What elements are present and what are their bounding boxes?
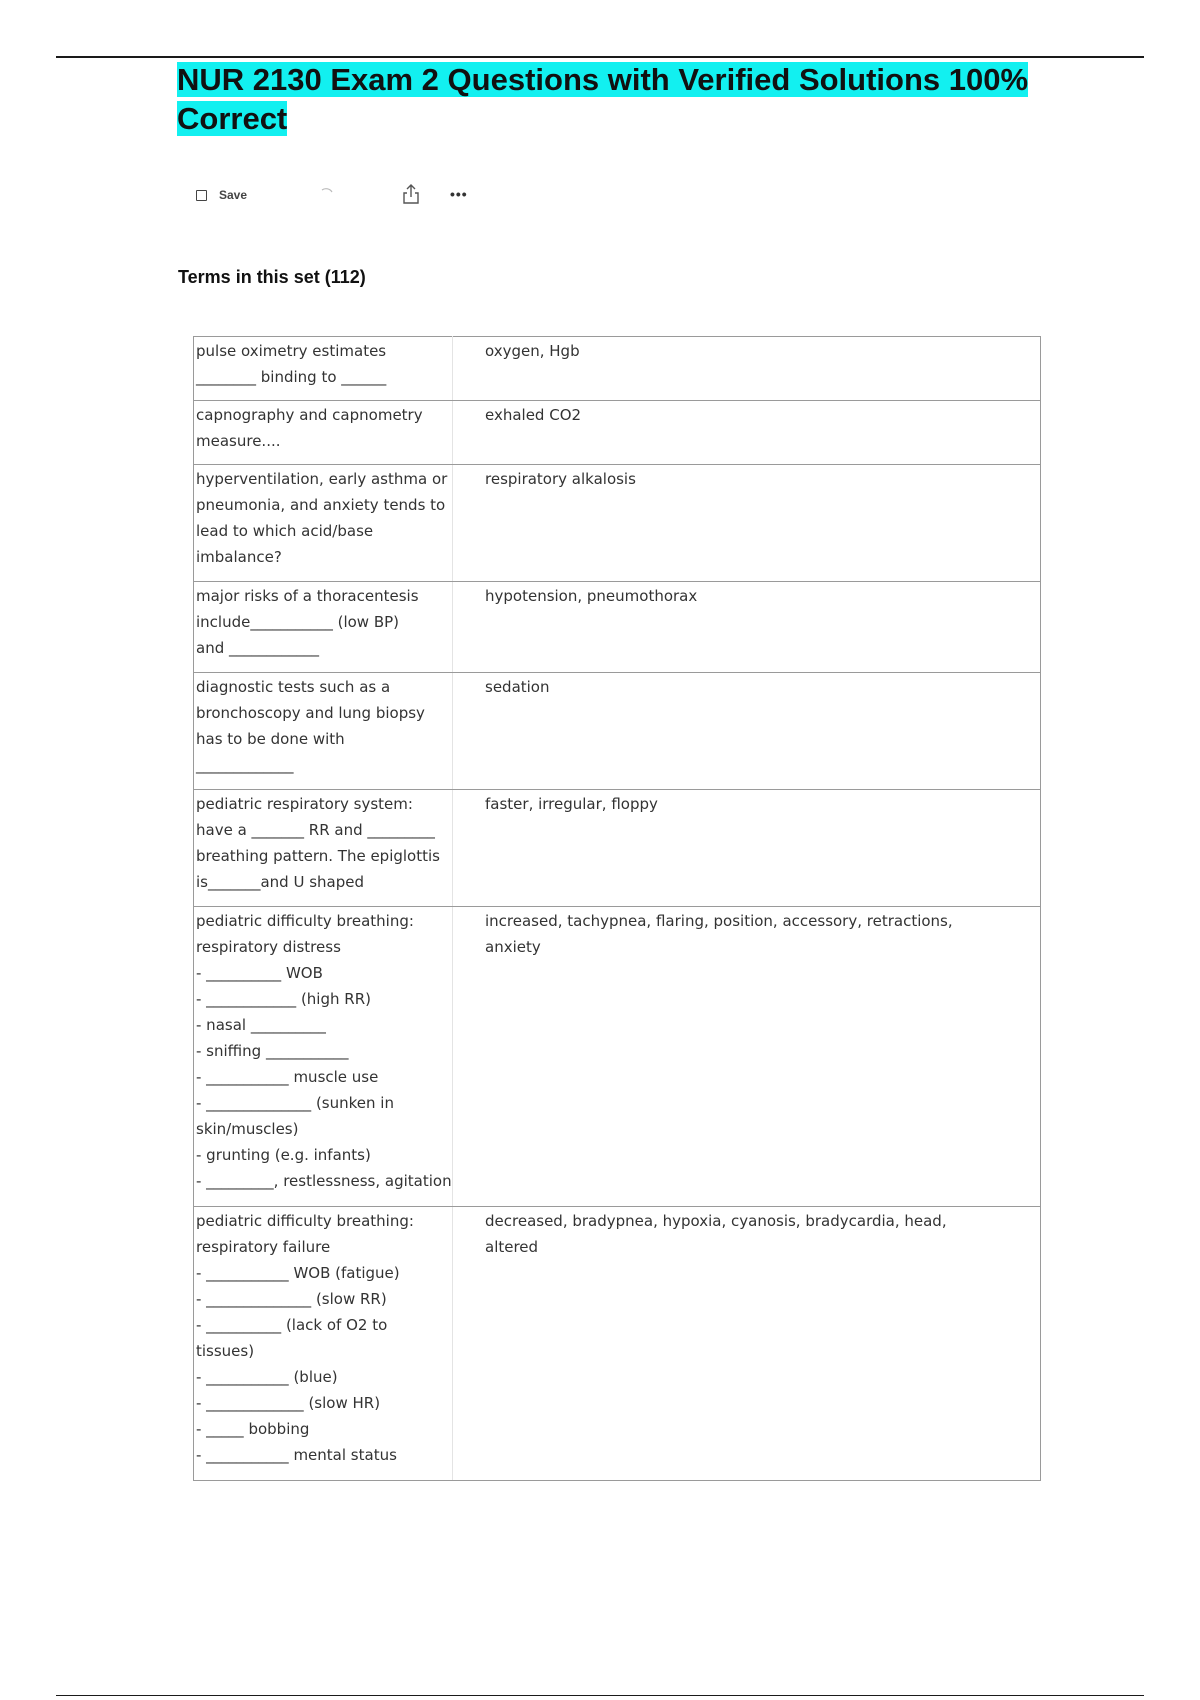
card-row (194, 582, 1041, 673)
terms-heading: Terms in this set (112) (178, 267, 366, 287)
more-icon[interactable]: ••• (450, 186, 468, 202)
save-button[interactable] (196, 188, 247, 202)
card-row (194, 401, 1041, 465)
card-definition: sedation (453, 673, 1041, 790)
page-title-line-1: NUR 2130 Exam 2 Questions with Verified Solutions 100% (177, 62, 1029, 97)
card-row (194, 337, 1041, 401)
card-row (194, 673, 1041, 790)
flashcard-table (193, 336, 1041, 1481)
bookmark-icon (196, 190, 207, 201)
card-term: pediatric respiratory system: have a _______ RR and _________ breathing pattern. The epiglottis is_______and U shaped (194, 790, 453, 907)
set-toolbar (196, 182, 468, 208)
card-definition: oxygen, Hgb (453, 337, 1041, 401)
card-definition (453, 907, 1041, 1207)
title-block (177, 60, 1077, 138)
card-row (194, 1207, 1041, 1481)
card-definition-text: decreased, bradypnea, hypoxia, cyanosis, bradycardia, head, altered (485, 1212, 947, 1256)
loading-spinner-icon (318, 186, 336, 204)
card-row (194, 907, 1041, 1207)
card-term: pulse oximetry estimates ________ binding to ______ (194, 337, 453, 401)
card-definition: respiratory alkalosis (453, 465, 1041, 582)
card-row (194, 465, 1041, 582)
bottom-rule (56, 1695, 1144, 1696)
card-definition-text: increased, tachypnea, flaring, position, accessory, retractions, anxiety (485, 912, 953, 956)
page-title-line-2: Correct (177, 101, 288, 136)
card-term: major risks of a thoracentesis include___________ (low BP) and ____________ (194, 582, 453, 673)
card-definition: hypotension, pneumothorax (453, 582, 1041, 673)
card-term: hyperventilation, early asthma or pneumonia, and anxiety tends to lead to which acid/base imbalance? (194, 465, 453, 582)
card-term: capnography and capnometry measure.... (194, 401, 453, 465)
card-definition (453, 1207, 1041, 1481)
card-definition: faster, irregular, floppy (453, 790, 1041, 907)
share-icon[interactable] (400, 182, 422, 206)
card-term: pediatric difficulty breathing: respiratory distress - __________ WOB - ____________ (high RR) - nasal __________ - sniffing ___________ - ___________ muscle use - ______________ (sunken in skin/muscles) - grunting (e.g. infants) - _________, restlessness, agitation (194, 907, 453, 1207)
card-term: diagnostic tests such as a bronchoscopy and lung biopsy has to be done with _____________ (194, 673, 453, 790)
card-definition: exhaled CO2 (453, 401, 1041, 465)
save-label: Save (219, 188, 248, 202)
card-term: pediatric difficulty breathing: respiratory failure - ___________ WOB (fatigue) - ______________ (slow RR) - __________ (lack of O2 to tissues) - ___________ (blue) - _____________ (slow HR) - _____ bobbing - ___________ mental status (194, 1207, 453, 1481)
page-title (177, 60, 1077, 138)
top-rule (56, 56, 1144, 58)
card-row (194, 790, 1041, 907)
